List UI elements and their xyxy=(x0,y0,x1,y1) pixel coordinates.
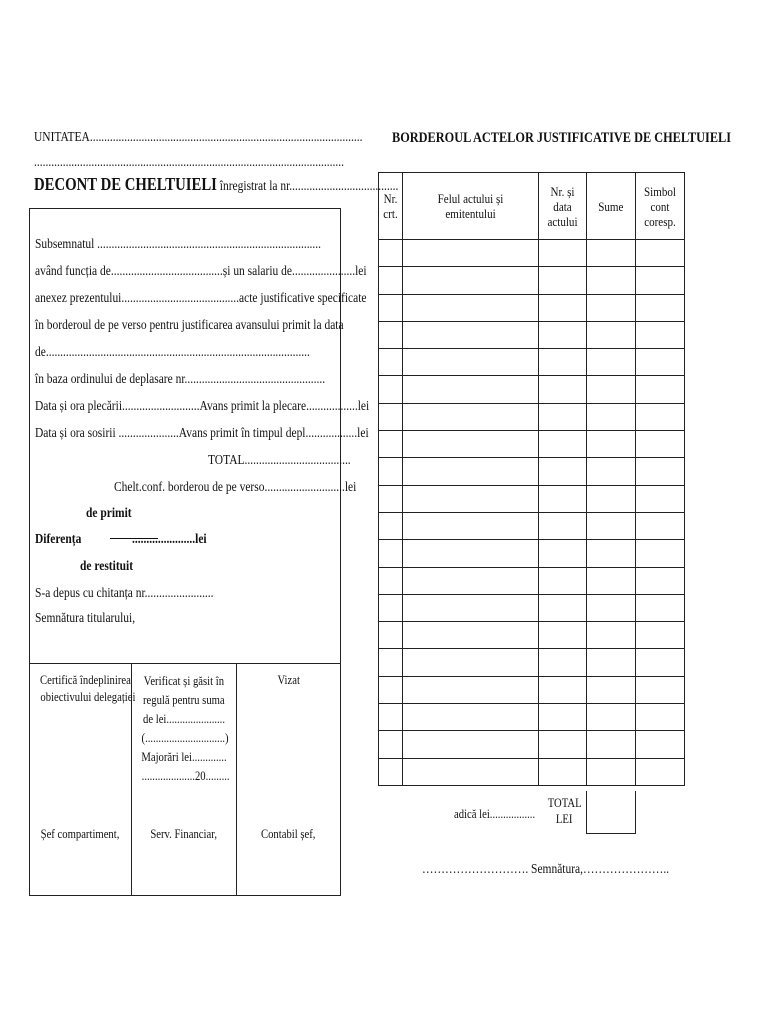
table-cell[interactable] xyxy=(636,403,685,430)
table-cell[interactable] xyxy=(636,485,685,512)
table-row xyxy=(379,267,685,294)
table-cell[interactable] xyxy=(379,267,403,294)
unitatea-text: UNITATEA............................................................................................... xyxy=(34,130,363,145)
table-row xyxy=(379,540,685,567)
line-subsemnatul: Subsemnatul .............................................................................. xyxy=(35,237,322,252)
header-nr-data: Nr. și data actului xyxy=(539,173,587,240)
table-cell[interactable] xyxy=(587,758,636,785)
line-borderou: în borderoul de pe verso pentru justificarea avansului primit la data xyxy=(35,318,344,333)
table-cell[interactable] xyxy=(539,567,587,594)
table-cell[interactable] xyxy=(636,240,685,267)
table-row xyxy=(379,403,685,430)
line-chelt-conf: Chelt.conf. borderou de pe verso............................lei xyxy=(114,480,357,495)
table-row xyxy=(379,349,685,376)
table-cell[interactable] xyxy=(636,758,685,785)
table-row xyxy=(379,731,685,758)
adica-lei: adică lei................. xyxy=(454,806,536,821)
table-cell[interactable] xyxy=(403,458,539,485)
line-sosire: Data și ora sosirii .....................Avans primit în timpul depl..................lei xyxy=(35,426,369,441)
table-row xyxy=(379,649,685,676)
table-body xyxy=(379,240,685,786)
borderou-title: BORDEROUL ACTELOR JUSTIFICATIVE DE CHELTUIELI xyxy=(392,130,732,146)
table-cell[interactable] xyxy=(587,431,636,458)
table-cell[interactable] xyxy=(403,704,539,731)
table-row xyxy=(379,704,685,731)
header-nr-crt: Nr. crt. xyxy=(379,173,403,240)
line-data: de............................................................................................ xyxy=(35,345,310,360)
table-cell[interactable] xyxy=(636,704,685,731)
table-cell[interactable] xyxy=(403,403,539,430)
table-cell[interactable] xyxy=(539,676,587,703)
table-cell[interactable] xyxy=(587,294,636,321)
certifica-cell: Certifică îndeplinirea obiectivului delegației xyxy=(39,672,136,704)
table-cell[interactable] xyxy=(587,485,636,512)
semnatura-line: ………………………. Semnătura,………………….. xyxy=(422,862,670,877)
table-row xyxy=(379,676,685,703)
header-simbol-cont: Simbol cont coresp. xyxy=(636,173,685,240)
contabil-sef-label: Contabil șef, xyxy=(261,826,316,841)
table-row xyxy=(379,485,685,512)
table-cell[interactable] xyxy=(539,622,587,649)
table-cell[interactable] xyxy=(587,567,636,594)
table-row xyxy=(379,294,685,321)
table-cell[interactable] xyxy=(379,458,403,485)
table-cell[interactable] xyxy=(539,704,587,731)
table-cell[interactable] xyxy=(587,349,636,376)
table-cell[interactable] xyxy=(403,758,539,785)
table-cell[interactable] xyxy=(403,294,539,321)
table-row xyxy=(379,431,685,458)
table-cell[interactable] xyxy=(379,485,403,512)
table-cell[interactable] xyxy=(379,349,403,376)
table-row xyxy=(379,622,685,649)
line-functia: având funcția de.......................................și un salariu de......................lei xyxy=(35,264,367,279)
table-cell[interactable] xyxy=(379,567,403,594)
diferenta-value: ......................lei xyxy=(132,532,207,547)
table-cell[interactable] xyxy=(539,294,587,321)
table-cell[interactable] xyxy=(587,731,636,758)
table-cell[interactable] xyxy=(587,376,636,403)
table-cell[interactable] xyxy=(539,349,587,376)
sef-compartiment-label: Șef compartiment, xyxy=(41,826,120,841)
table-cell[interactable] xyxy=(379,758,403,785)
table-cell[interactable] xyxy=(587,267,636,294)
header-sume: Sume xyxy=(587,173,636,240)
table-cell[interactable] xyxy=(636,512,685,539)
column-divider xyxy=(236,663,237,895)
table-cell[interactable] xyxy=(403,676,539,703)
table-cell[interactable] xyxy=(379,431,403,458)
table-row xyxy=(379,512,685,539)
table-row xyxy=(379,321,685,348)
table-cell[interactable] xyxy=(379,540,403,567)
table-cell[interactable] xyxy=(636,458,685,485)
line-plecare: Data și ora plecării...........................Avans primit la plecare..................lei xyxy=(35,399,370,414)
table-cell[interactable] xyxy=(587,458,636,485)
decont-form xyxy=(29,208,370,896)
de-primit-label: de primit xyxy=(86,506,132,521)
table-cell[interactable] xyxy=(539,431,587,458)
table-cell[interactable] xyxy=(403,349,539,376)
line-ordin: în baza ordinului de deplasare nr................................................. xyxy=(35,372,326,387)
table-cell[interactable] xyxy=(539,512,587,539)
table-cell[interactable] xyxy=(636,376,685,403)
table-cell[interactable] xyxy=(587,676,636,703)
unitatea-field xyxy=(34,130,435,146)
table-cell[interactable] xyxy=(539,649,587,676)
table-cell[interactable] xyxy=(539,267,587,294)
table-cell[interactable] xyxy=(539,731,587,758)
decont-title: DECONT DE CHELTUIELI xyxy=(34,174,217,194)
table-cell[interactable] xyxy=(379,649,403,676)
table-header-row xyxy=(379,173,685,240)
table-cell[interactable] xyxy=(379,622,403,649)
table-cell[interactable] xyxy=(587,704,636,731)
table-row xyxy=(379,240,685,267)
dotted-line: ............................................................................................................ xyxy=(34,155,344,170)
table-cell[interactable] xyxy=(403,240,539,267)
table-cell[interactable] xyxy=(587,240,636,267)
table-cell[interactable] xyxy=(379,594,403,621)
table-cell[interactable] xyxy=(539,758,587,785)
table-cell[interactable] xyxy=(539,485,587,512)
table-cell[interactable] xyxy=(636,731,685,758)
table-cell[interactable] xyxy=(539,458,587,485)
table-cell[interactable] xyxy=(539,403,587,430)
table-cell[interactable] xyxy=(379,294,403,321)
chitanta-line: S-a depus cu chitanța nr........................ xyxy=(35,586,214,601)
table-cell[interactable] xyxy=(636,431,685,458)
table-cell[interactable] xyxy=(587,622,636,649)
total-box[interactable] xyxy=(586,791,636,834)
vizat-cell: Vizat xyxy=(277,672,300,687)
table-cell[interactable] xyxy=(636,349,685,376)
verificat-cell: Verificat și găsit în regulă pentru suma de lei...................... (..............................) Majorări lei............. ....................20......... xyxy=(141,673,230,783)
table-cell[interactable] xyxy=(539,321,587,348)
table-cell[interactable] xyxy=(403,267,539,294)
serv-financiar-label: Serv. Financiar, xyxy=(150,826,218,841)
table-cell[interactable] xyxy=(379,731,403,758)
table-cell[interactable] xyxy=(587,540,636,567)
table-row xyxy=(379,567,685,594)
de-restituit-label: de restituit xyxy=(80,559,134,574)
table-cell[interactable] xyxy=(539,240,587,267)
table-cell[interactable] xyxy=(379,403,403,430)
table-cell[interactable] xyxy=(636,622,685,649)
table-cell[interactable] xyxy=(403,622,539,649)
table-cell[interactable] xyxy=(403,567,539,594)
table-cell[interactable] xyxy=(403,431,539,458)
header-felul-actului: Felul actului și emitentului xyxy=(403,173,539,240)
table-cell[interactable] xyxy=(403,321,539,348)
diferenta-label: Diferența xyxy=(35,532,82,547)
borderou-table xyxy=(378,172,685,786)
table-cell[interactable] xyxy=(403,376,539,403)
table-cell[interactable] xyxy=(587,594,636,621)
signature-section-divider xyxy=(30,663,340,664)
table-cell[interactable] xyxy=(403,512,539,539)
table-cell[interactable] xyxy=(379,676,403,703)
inregistrat-field: înregistrat la nr...................................... xyxy=(219,179,399,194)
table-row xyxy=(379,758,685,785)
table-cell[interactable] xyxy=(403,540,539,567)
table-cell[interactable] xyxy=(403,594,539,621)
table-row xyxy=(379,458,685,485)
table-cell[interactable] xyxy=(587,649,636,676)
semnatura-titular: Semnătura titularului, xyxy=(35,611,136,626)
table-cell[interactable] xyxy=(379,512,403,539)
table-cell[interactable] xyxy=(636,267,685,294)
table-cell[interactable] xyxy=(636,567,685,594)
table-cell[interactable] xyxy=(539,540,587,567)
table-cell[interactable] xyxy=(587,321,636,348)
table-cell[interactable] xyxy=(379,376,403,403)
table-cell[interactable] xyxy=(379,321,403,348)
line-total: TOTAL..................................... xyxy=(208,453,351,468)
table-cell[interactable] xyxy=(403,485,539,512)
table-cell[interactable] xyxy=(636,321,685,348)
total-lei-label: TOTAL LEI xyxy=(547,795,582,826)
table-cell[interactable] xyxy=(379,704,403,731)
table-cell[interactable] xyxy=(403,649,539,676)
table-cell[interactable] xyxy=(539,594,587,621)
table-cell[interactable] xyxy=(587,512,636,539)
unitatea-continuation xyxy=(34,155,412,171)
table-cell[interactable] xyxy=(587,403,636,430)
table-cell[interactable] xyxy=(539,376,587,403)
table-row xyxy=(379,376,685,403)
table-cell[interactable] xyxy=(379,240,403,267)
table-cell[interactable] xyxy=(636,540,685,567)
table-row xyxy=(379,594,685,621)
table-cell[interactable] xyxy=(403,731,539,758)
line-anexez: anexez prezentului.........................................acte justificative specificate xyxy=(35,291,367,306)
table-cell[interactable] xyxy=(636,676,685,703)
table-cell[interactable] xyxy=(636,594,685,621)
table-cell[interactable] xyxy=(636,649,685,676)
table-cell[interactable] xyxy=(636,294,685,321)
